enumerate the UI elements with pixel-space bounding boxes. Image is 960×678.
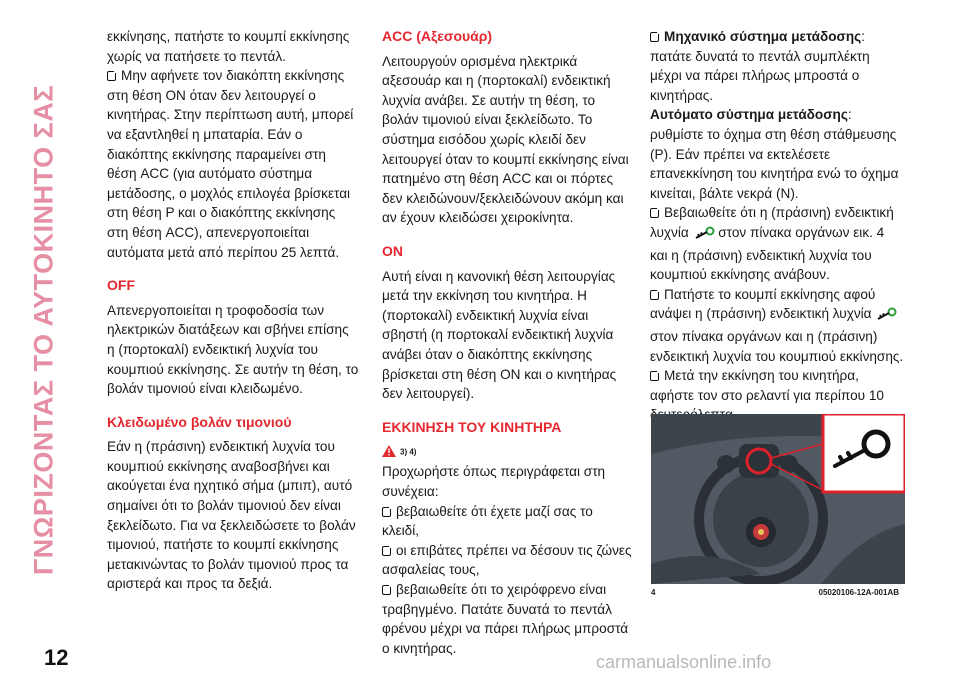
bullet-text: Βεβαιωθείτε ότι η (πράσινη) ενδεικτική λυχνία: [650, 205, 894, 240]
paragraph: Αυτή είναι η κανονική θέση λειτουργίας μετά την εκκίνηση του κινητήρα. Η (πορτοκαλί) ενδεικτική λυχνία είναι σβηστή (η πορτοκαλί ενδεικτική λυχνία ανάβει όταν ο διακόπτης εκκίνησης βρίσκεται στη θέση ON και ο κινητήρας δεν λειτουργεί).: [382, 268, 617, 402]
instrument-panel-figure: [651, 414, 905, 584]
bullet-item: [650, 27, 905, 105]
bullet-icon: [650, 290, 659, 300]
key-icon: [875, 307, 897, 327]
bullet-item: [382, 541, 632, 580]
section-heading-steering-lock: Κλειδωμένο βολάν τιμονιού: [107, 413, 292, 430]
sidebar-section-title: [14, 20, 74, 640]
bold-term: Αυτόματο σύστημα μετάδοσης: [650, 107, 848, 123]
paragraph: Απενεργοποιείται η τροφοδοσία των ηλεκτρικών διατάξεων και σβήνει επίσης η (πορτοκαλί) ενδεικτική λυχνία του κουμπιού εκκίνησης. Σε αυτήν τη θέση, το βολάν τιμονιού είναι κλειδωμένο.: [107, 302, 359, 397]
paragraph: Προχωρήστε όπως περιγράφεται στη συνέχεια:: [382, 464, 606, 500]
bold-term: Μηχανικό σύστημα μετάδοσης: [664, 29, 862, 44]
bullet-text: Μην αφήνετε τον διακόπτη εκκίνησης στη θέση ON όταν δεν λειτουργεί ο κινητήρας. Στην περίπτωση αυτή, μπορεί να εξαντληθεί η μπαταρία. Εάν ο διακόπτης εκκίνησης παραμείνει στη θέση ACC (για αυτόματο σύστημα μετάδοσης, ο μοχλός επιλογέα βρίσκεται στη θέση P και ο διακόπτης εκκίνησης στη θέση ACC), απενεργοποιείται αυτόματα μετά από περίπου 25 λεπτά.: [107, 68, 354, 260]
warning-reference: [382, 442, 632, 462]
bullet-item: [650, 203, 905, 284]
watermark: carmanualsonline.info: [596, 652, 772, 672]
bullet-text: στον πίνακα οργάνων και η (πράσινη) ενδεικτική λυχνία του κουμπιού εκκίνησης.: [650, 328, 904, 364]
figure-code: 05020106-12A-001AB: [818, 588, 899, 597]
bullet-icon: [107, 71, 116, 81]
bullet-icon: [382, 546, 391, 556]
bullet-text: : πατάτε δυνατά το πεντάλ συμπλέκτη μέχρι να πάρει πλήρως μπροστά ο κινητήρας.: [650, 29, 870, 103]
section-heading-off: OFF: [107, 277, 135, 294]
warning-refs: 3) 4): [400, 447, 417, 457]
bullet-icon: [382, 585, 391, 595]
bullet-icon: [650, 371, 659, 381]
paragraph: Λειτουργούν ορισμένα ηλεκτρικά αξεσουάρ και η (πορτοκαλί) ενδεικτική λυχνία ανάβει. Σε αυτήν τη θέση, το βολάν τιμονιού είναι ξεκλείδωτο. Το σύστημα εισόδου χωρίς κλειδί δεν λειτουργεί όταν το κουμπί εκκίνησης είναι πατημένο στη θέση ACC και οι πόρτες δεν κλειδώνουν/ξεκλειδώνουν ακόμη και αν έχουν κλειδώσει χειροκίνητα.: [382, 53, 629, 226]
sidebar-title-text: ΓΝΩΡΙΖΟΝΤΑΣ ΤΟ ΑΥΤΟΚΙΝΗΤΟ ΣΑΣ: [28, 84, 59, 576]
bullet-text: βεβαιωθείτε ότι έχετε μαζί σας το κλειδί,: [382, 503, 593, 539]
bullet-item: [382, 580, 632, 658]
bullet-text: βεβαιωθείτε ότι το χειρόφρενο είναι τραβηγμένο. Πατάτε δυνατά το πεντάλ φρένου μέχρι να πάρει πλήρως μπροστά ο κινητήρας.: [382, 582, 629, 656]
bullet-text: στον πίνακα οργάνων εικ. 4 και η (πράσινη) ενδεικτική λυχνία του κουμπιού εκκίνησης ανάβουν.: [650, 224, 885, 283]
bullet-item: [107, 66, 359, 262]
page-number: 12: [44, 645, 69, 670]
paragraph: [650, 105, 905, 203]
dashboard-illustration: [651, 414, 905, 584]
paragraph: Εάν η (πράσινη) ενδεικτική λυχνία του κουμπιού εκκίνησης αναβοσβήνει και ακούγεται ένα ηχητικό σήμα (μπιπ), αυτό σημαίνει ότι το βολάν τιμονιού δεν είναι ξεκλείδωτο. Για να ξεκλειδώσετε το βολάν τιμονιού, πατήστε το κουμπί εκκίνησης μετακινώντας το βολάν τιμονιού προς τα αριστερά και προς τα δεξιά.: [107, 439, 356, 592]
figure-number: 4: [651, 588, 656, 597]
text-column-3: [650, 27, 905, 425]
paragraph: εκκίνησης, πατήστε το κουμπί εκκίνησης χωρίς να πατήσετε το πεντάλ.: [107, 29, 350, 64]
key-icon: [693, 226, 715, 246]
section-heading-on: ON: [382, 242, 403, 259]
bullet-text: οι επιβάτες πρέπει να δέσουν τις ζώνες ασφαλείας τους,: [382, 542, 632, 578]
text-column-2: [382, 27, 632, 658]
text-column-1: [107, 27, 359, 594]
warning-triangle-icon: [382, 443, 396, 463]
bullet-text: Μετά την εκκίνηση του κινητήρα, αφήστε τον στο ρελαντί για περίπου 10: [650, 368, 884, 403]
bullet-text: Πατήστε το κουμπί εκκίνησης αφού ανάψει η (πράσινη) ενδεικτική λυχνία: [650, 286, 876, 322]
paragraph-text: : ρυθμίστε το όχημα στη θέση στάθμευσης (P). Εάν πρέπει να εκτελέσετε επανεκκίνηση του κινητήρα ενώ το όχημα κινείται, βάλτε νεκρά (N).: [650, 107, 899, 201]
section-heading-acc: ACC (Αξεσουάρ): [382, 28, 493, 44]
section-heading-engine-start: ΕΚΚΙΝΗΣΗ ΤΟΥ ΚΙΝΗΤΗΡΑ: [382, 418, 562, 435]
bullet-item: [382, 502, 632, 541]
bullet-item: [650, 285, 905, 366]
bullet-icon: [650, 208, 659, 218]
bullet-icon: [650, 32, 659, 42]
bullet-icon: [382, 507, 391, 517]
